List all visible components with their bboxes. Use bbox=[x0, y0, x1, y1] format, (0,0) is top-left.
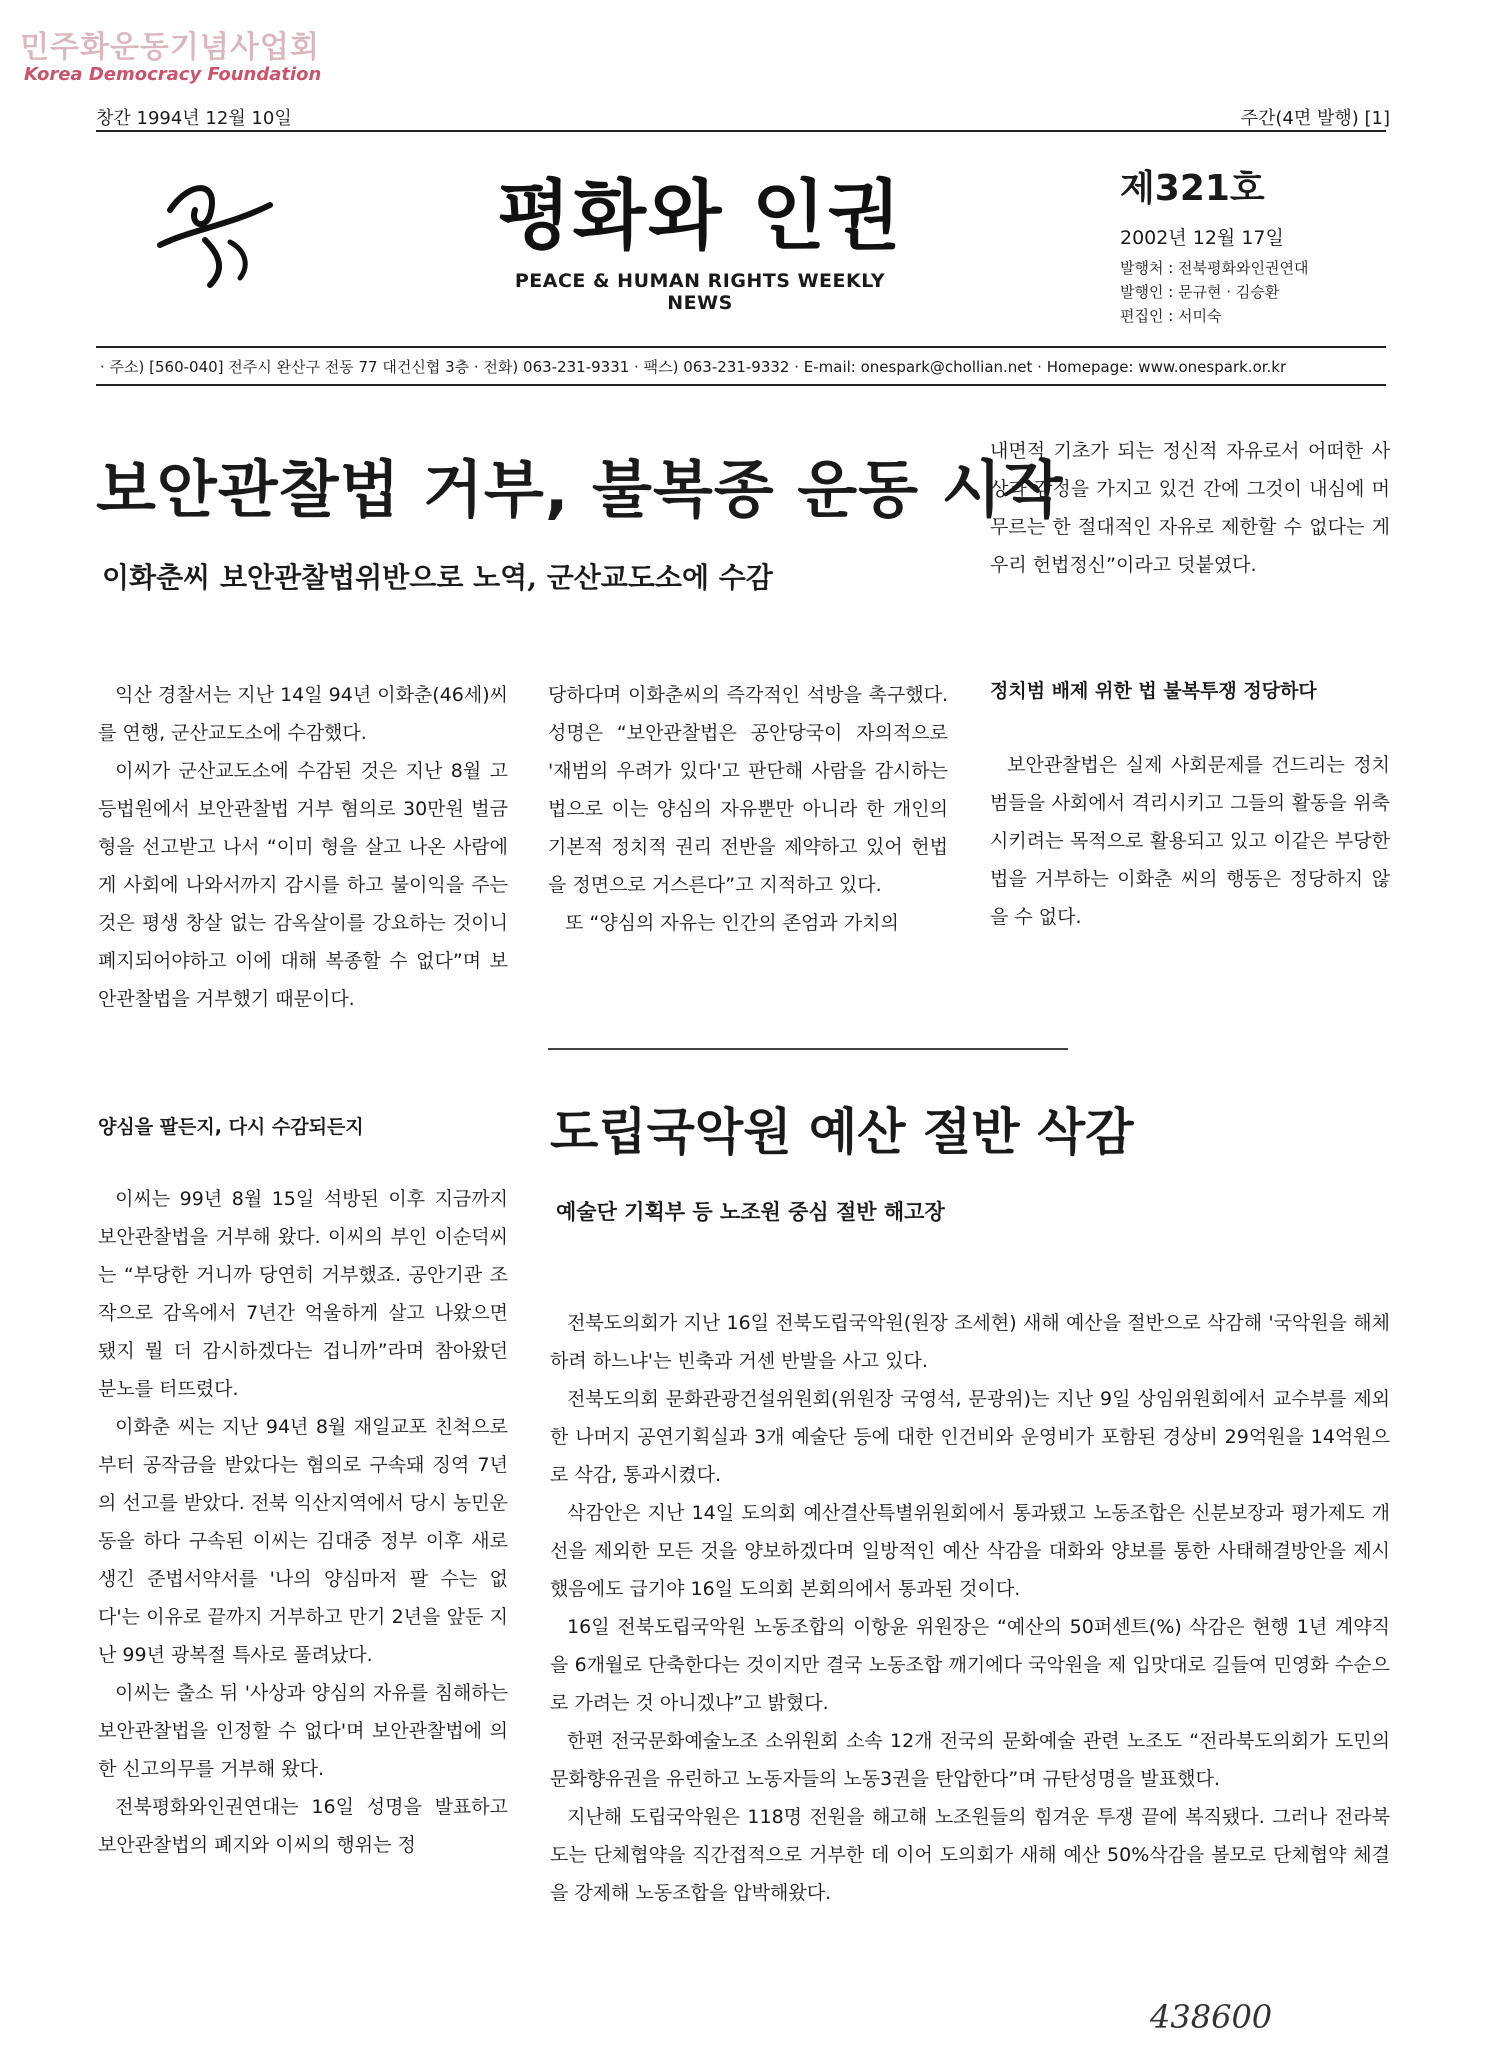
address-rule-bottom bbox=[96, 384, 1386, 386]
address-line: · 주소) [560-040] 전주시 완산구 전동 77 대건신협 3층 · 전화) 063-231-9331 · 팩스) 063-231-9332 · E-mail: onespark@chollian.net · Homepage: www.onespark.or.kr bbox=[100, 358, 1287, 376]
issue-info bbox=[1120, 160, 1450, 328]
paragraph: 전북도의회 문화관광건설위원회(위원장 국영석, 문광위)는 지난 9일 상임위원회에서 교수부를 제외한 나머지 공연기획실과 3개 예술단 등에 대한 인건비와 운영비가 포함된 경상비 29억원을 14억원으로 삭감, 통과시켰다. bbox=[550, 1388, 1390, 1486]
publisher: 발행인 : 문규현 · 김승환 bbox=[1120, 283, 1280, 301]
issue-date: 2002년 12월 17일 bbox=[1120, 227, 1284, 249]
paragraph: 삭감안은 지난 14일 도의회 예산결산특별위원회에서 통과됐고 노동조합은 신분보장과 평가제도 개선을 제외한 모든 것을 양보하겠다며 일방적인 예산 삭감을 대화와 양보를 통한 사태해결방안을 제시했음에도 급기야 16일 도의회 본회의에서 통과된 것이다. bbox=[550, 1502, 1390, 1600]
paragraph: 보안관찰법은 실제 사회문제를 건드리는 정치범들을 사회에서 격리시키고 그들의 활동을 위축시키려는 목적으로 활용되고 있고 이같은 부당한 법을 거부하는 이화춘 씨의 행동은 정당하지 않을 수 없다. bbox=[990, 754, 1390, 928]
article1-column1b bbox=[98, 1180, 508, 1864]
article2-body bbox=[550, 1304, 1390, 1912]
address-rule-top bbox=[96, 346, 1386, 348]
article1-subheadline: 이화춘씨 보안관찰법위반으로 노역, 군산교도소에 수감 bbox=[102, 561, 773, 594]
paragraph: 전북평화와인권연대는 16일 성명을 발표하고 보안관찰법의 폐지와 이씨의 행위는 정 bbox=[98, 1796, 508, 1856]
handwritten-archive-number: 438600 bbox=[1150, 1998, 1273, 2036]
paragraph: 이씨는 출소 뒤 '사상과 양심의 자유를 침해하는 보안관찰법을 인정할 수 없다'며 보안관찰법에 의한 신고의무를 거부해 왔다. bbox=[98, 1682, 508, 1780]
founding-date: 창간 1994년 12월 10일 bbox=[96, 108, 292, 129]
article1-section-heading-2: 정치범 배제 위한 법 불복투쟁 정당하다 bbox=[990, 680, 1317, 702]
paragraph: 또 “양심의 자유는 인간의 존엄과 가치의 bbox=[565, 912, 899, 934]
paragraph: 당하다며 이화춘씨의 즉각적인 석방을 촉구했다. 성명은 “보안관찰법은 공안당국이 자의적으로 '재범의 우려가 있다'고 판단해 사람을 감시하는 법으로 이는 양심의 자유뿐만 아니라 한 개인의 기본적 정치적 권리 전반을 제약하고 있어 헌법을 정면으로 거스른다”고 지적하고 있다. bbox=[548, 684, 948, 896]
paragraph: 익산 경찰서는 지난 14일 94년 이화춘(46세)씨를 연행, 군산교도소에 수감했다. bbox=[98, 684, 508, 744]
article-divider bbox=[548, 1048, 1068, 1050]
dove-logo-icon bbox=[150, 170, 280, 295]
paragraph: 이씨가 군산교도소에 수감된 것은 지난 8월 고등법원에서 보안관찰법 거부 혐의로 30만원 벌금형을 선고받고 나서 “이미 형을 살고 나온 사람에게 사회에 나와서까지 감시를 하고 불이익을 주는 것은 평생 창살 없는 감옥살이를 강요하는 것이니 폐지되어야하고 이에 대해 복종할 수 없다”며 보안관찰법을 거부했기 때문이다. bbox=[98, 760, 508, 1010]
paragraph: 이씨는 99년 8월 15일 석방된 이후 지금까지 보안관찰법을 거부해 왔다. 이씨의 부인 이순덕씨는 “부당한 거니까 당연히 거부했죠. 공안기관 조작으로 감옥에서 7년간 억울하게 살고 나왔으면 됐지 뭘 더 감시하겠다는 겁니까”라며 참아왔던 분노를 터뜨렸다. bbox=[98, 1188, 508, 1400]
publisher-org: 발행처 : 전북평화와인권연대 bbox=[1120, 259, 1309, 277]
masthead-subtitle: PEACE & HUMAN RIGHTS WEEKLY NEWS bbox=[514, 270, 886, 314]
top-rule bbox=[96, 130, 1386, 132]
article1-headline: 보안관찰법 거부, 불복종 운동 시작 bbox=[96, 453, 1064, 526]
paragraph: 내면적 기초가 되는 정신적 자유로서 어떠한 사상과 감정을 가지고 있건 간에 그것이 내심에 머무르는 한 절대적인 자유로 제한할 수 없다는 게 우리 헌법정신”이라고 덧붙였다. bbox=[990, 440, 1390, 576]
masthead bbox=[480, 168, 920, 314]
paragraph: 16일 전북도립국악원 노동조합의 이항윤 위원장은 “예산의 50퍼센트(%) 삭감은 현행 1년 계약직을 6개월로 단축한다는 것이지만 결국 노동조합 깨기에다 국악원을 제 입맛대로 길들여 민영화 수순으로 가려는 것 아니겠냐”고 밝혔다. bbox=[550, 1616, 1390, 1714]
paragraph: 전북도의회가 지난 16일 전북도립국악원(원장 조세현) 새해 예산을 절반으로 삭감해 '국악원을 해체하려 하느냐'는 빈축과 거센 반발을 사고 있다. bbox=[550, 1312, 1390, 1372]
publication-frequency: 주간(4면 발행) [1] bbox=[1240, 108, 1390, 129]
article1-section-heading: 양심을 팔든지, 다시 수감되든지 bbox=[98, 1116, 364, 1138]
foundation-watermark-korean: 민주화운동기념사업회 bbox=[20, 30, 320, 65]
editor: 편집인 : 서미숙 bbox=[1120, 307, 1222, 325]
article1-column3 bbox=[990, 432, 1390, 584]
foundation-watermark-english: Korea Democracy Foundation bbox=[24, 64, 322, 85]
article1-column1 bbox=[98, 676, 508, 1018]
article2-subheadline: 예술단 기획부 등 노조원 중심 절반 해고장 bbox=[556, 1200, 945, 1224]
issue-number: 제321호 bbox=[1120, 168, 1265, 209]
paragraph: 한편 전국문화예술노조 소위원회 소속 12개 전국의 문화예술 관련 노조도 “전라북도의회가 도민의 문화향유권을 유린하고 노동자들의 노동3권을 탄압한다”며 규탄성명을 발표했다. bbox=[550, 1730, 1390, 1790]
paragraph: 지난해 도립국악원은 118명 전원을 해고해 노조원들의 힘겨운 투쟁 끝에 복직됐다. 그러나 전라북도는 단체협약을 직간접적으로 거부한 데 이어 도의회가 새해 예산 50%삭감을 볼모로 단체협약 체결을 강제해 노동조합을 압박해왔다. bbox=[550, 1806, 1390, 1904]
paragraph: 이화춘 씨는 지난 94년 8월 재일교포 친척으로부터 공작금을 받았다는 혐의로 구속돼 징역 7년의 선고를 받았다. 전북 익산지역에서 당시 농민운동을 하다 구속된 이씨는 김대중 정부 이후 새로 생긴 준법서약서를 '나의 양심마저 팔 수는 없다'는 이유로 끝까지 거부하고 만기 2년을 앞둔 지난 99년 광복절 특사로 풀려났다. bbox=[98, 1416, 508, 1666]
masthead-title: 평화와 인권 bbox=[497, 171, 903, 260]
article1-column3b bbox=[990, 746, 1390, 936]
article1-column2 bbox=[548, 676, 948, 942]
article2-headline: 도립국악원 예산 절반 삭감 bbox=[550, 1103, 1134, 1161]
